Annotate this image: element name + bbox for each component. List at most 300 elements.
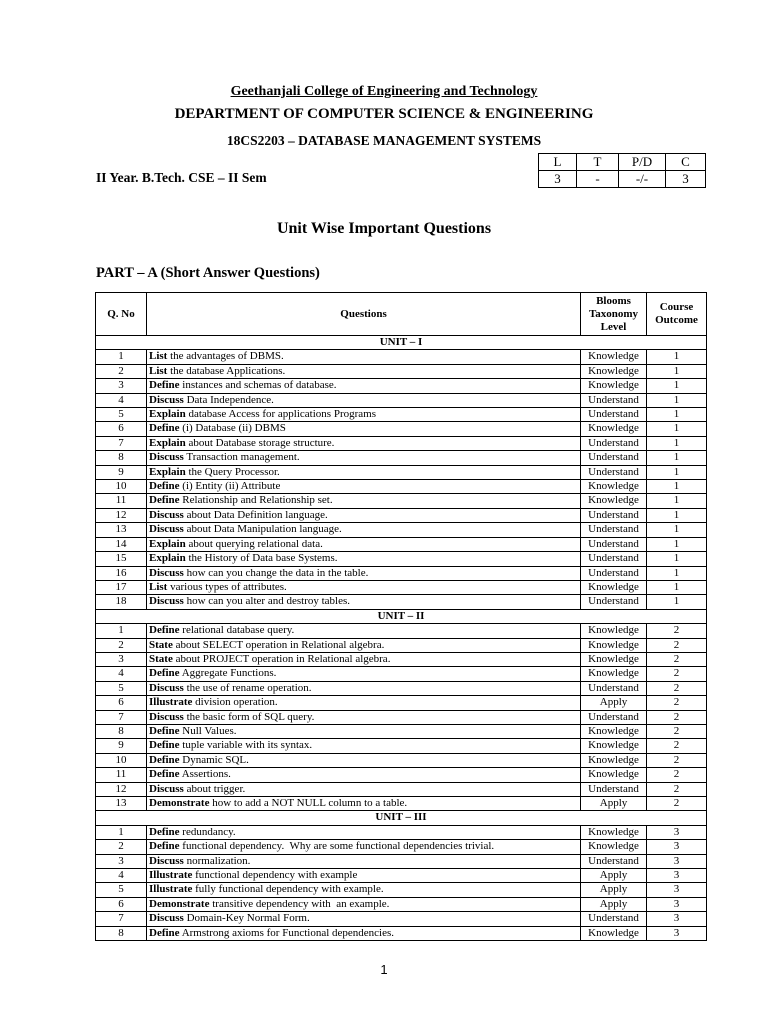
course-outcome: 1	[647, 552, 707, 566]
table-row	[96, 696, 707, 710]
course-outcome: 1	[647, 595, 707, 609]
table-row	[96, 840, 707, 854]
blooms-level: Understand	[581, 408, 647, 422]
course-outcome: 2	[647, 667, 707, 681]
question-keyword: Define	[149, 624, 180, 637]
question-text	[147, 897, 581, 911]
question-rest: about querying relational data.	[185, 537, 323, 550]
course-outcome: 3	[647, 926, 707, 940]
question-text	[147, 408, 581, 422]
question-text	[147, 652, 581, 666]
table-row	[96, 494, 707, 508]
header-qno: Q. No	[96, 293, 147, 336]
question-number: 12	[96, 508, 147, 522]
question-text	[147, 638, 581, 652]
question-text	[147, 840, 581, 854]
blooms-level: Knowledge	[581, 926, 647, 940]
table-row	[96, 753, 707, 767]
ltpc-header-l: L	[539, 154, 577, 171]
question-text	[147, 480, 581, 494]
question-rest: Relationship and Relationship set.	[179, 494, 333, 507]
table-row	[96, 580, 707, 594]
table-row	[96, 797, 707, 811]
ltpc-header-t: T	[577, 154, 619, 171]
course-outcome: 2	[647, 753, 707, 767]
question-text	[147, 768, 581, 782]
question-rest: (i) Entity (ii) Attribute	[179, 480, 281, 493]
question-rest: Domain-Key Normal Form.	[183, 912, 310, 925]
blooms-level: Understand	[581, 566, 647, 580]
question-text	[147, 494, 581, 508]
blooms-level: Apply	[581, 897, 647, 911]
questions-body	[96, 336, 707, 941]
blooms-level: Understand	[581, 523, 647, 537]
question-rest: instances and schemas of database.	[179, 379, 337, 392]
course-outcome: 3	[647, 869, 707, 883]
blooms-level: Knowledge	[581, 624, 647, 638]
question-text	[147, 624, 581, 638]
course-outcome: 2	[647, 696, 707, 710]
header-questions: Questions	[147, 293, 581, 336]
question-number: 9	[96, 465, 147, 479]
question-number: 2	[96, 364, 147, 378]
blooms-level: Knowledge	[581, 422, 647, 436]
question-rest: about Data Manipulation language.	[183, 523, 342, 536]
blooms-level: Knowledge	[581, 825, 647, 839]
course-outcome: 3	[647, 912, 707, 926]
question-keyword: Explain	[149, 465, 186, 478]
question-text	[147, 710, 581, 724]
course-title: 18CS2203 – DATABASE MANAGEMENT SYSTEMS	[226, 133, 542, 148]
question-keyword: Discuss	[149, 782, 184, 795]
question-number: 6	[96, 696, 147, 710]
question-keyword: Define	[149, 768, 180, 781]
question-rest: various types of attributes.	[167, 580, 287, 593]
question-text	[147, 825, 581, 839]
course-outcome: 3	[647, 840, 707, 854]
course-outcome: 2	[647, 681, 707, 695]
question-rest: normalization.	[183, 854, 251, 867]
question-rest: transitive dependency with an example.	[209, 897, 390, 910]
blooms-level: Understand	[581, 710, 647, 724]
course-outcome: 1	[647, 580, 707, 594]
question-rest: Assertions.	[179, 768, 231, 781]
blooms-level: Apply	[581, 797, 647, 811]
blooms-level: Understand	[581, 552, 647, 566]
question-text	[147, 552, 581, 566]
course-outcome: 1	[647, 350, 707, 364]
question-rest: how to add a NOT NULL column to a table.	[209, 797, 408, 809]
blooms-level: Knowledge	[581, 494, 647, 508]
question-keyword: List	[149, 350, 168, 363]
blooms-level: Understand	[581, 595, 647, 609]
question-keyword: Discuss	[149, 523, 184, 536]
table-row	[96, 883, 707, 897]
question-number: 13	[96, 797, 147, 811]
page-number: 1	[380, 962, 388, 977]
table-row	[96, 379, 707, 393]
blooms-level: Knowledge	[581, 724, 647, 738]
course-outcome: 2	[647, 739, 707, 753]
question-rest: redundancy.	[179, 825, 236, 838]
question-keyword: Define	[149, 753, 180, 766]
question-rest: functional dependency with example	[192, 869, 358, 882]
question-keyword: Define	[149, 667, 180, 680]
question-keyword: Discuss	[149, 854, 184, 867]
question-keyword: Discuss	[149, 710, 184, 723]
question-keyword: Explain	[149, 408, 186, 421]
question-text	[147, 523, 581, 537]
ltpc-header-row	[539, 154, 706, 171]
question-keyword: Discuss	[149, 912, 184, 925]
table-row	[96, 566, 707, 580]
blooms-level: Knowledge	[581, 652, 647, 666]
course-outcome: 1	[647, 537, 707, 551]
question-text	[147, 422, 581, 436]
question-number: 5	[96, 883, 147, 897]
unit-row	[96, 811, 707, 825]
question-number: 3	[96, 652, 147, 666]
question-keyword: Discuss	[149, 508, 184, 521]
question-text	[147, 739, 581, 753]
blooms-level: Knowledge	[581, 667, 647, 681]
question-text	[147, 869, 581, 883]
question-keyword: Demonstrate	[149, 797, 210, 809]
question-rest: Null Values.	[179, 724, 237, 737]
course-outcome: 1	[647, 508, 707, 522]
blooms-level: Understand	[581, 854, 647, 868]
question-keyword: Define	[149, 494, 180, 507]
unit-row	[96, 609, 707, 623]
blooms-level: Knowledge	[581, 350, 647, 364]
question-number: 3	[96, 854, 147, 868]
question-number: 7	[96, 436, 147, 450]
question-number: 15	[96, 552, 147, 566]
question-rest: Dynamic SQL.	[179, 753, 249, 766]
course-outcome: 1	[647, 465, 707, 479]
question-number: 4	[96, 869, 147, 883]
question-text	[147, 364, 581, 378]
question-keyword: List	[149, 580, 168, 593]
question-text	[147, 782, 581, 796]
table-row	[96, 869, 707, 883]
course-outcome: 2	[647, 638, 707, 652]
question-rest: Aggregate Functions.	[179, 667, 277, 680]
header-outcome: Course Outcome	[647, 293, 707, 336]
question-rest: (i) Database (ii) DBMS	[179, 422, 286, 435]
question-rest: the advantages of DBMS.	[167, 350, 284, 363]
question-number: 6	[96, 422, 147, 436]
question-rest: how can you alter and destroy tables.	[183, 595, 351, 608]
question-rest: how can you change the data in the table.	[183, 566, 369, 579]
question-keyword: Explain	[149, 537, 186, 550]
part-title: PART – A (Short Answer Questions)	[96, 265, 320, 281]
blooms-level: Understand	[581, 681, 647, 695]
blooms-level: Knowledge	[581, 364, 647, 378]
blooms-level: Knowledge	[581, 379, 647, 393]
ltpc-value-t: -	[577, 171, 619, 188]
question-keyword: Discuss	[149, 451, 184, 464]
ltpc-value-pd: -/-	[619, 171, 666, 188]
course-outcome: 2	[647, 768, 707, 782]
college-name: Geethanjali College of Engineering and Technology	[230, 84, 538, 99]
question-rest: the History of Data base Systems.	[185, 552, 338, 565]
question-rest: database Access for applications Programs	[185, 408, 376, 421]
question-text	[147, 595, 581, 609]
question-rest: about Database storage structure.	[185, 436, 335, 449]
question-number: 5	[96, 681, 147, 695]
question-text	[147, 350, 581, 364]
question-number: 2	[96, 638, 147, 652]
table-row	[96, 897, 707, 911]
question-rest: tuple variable with its syntax.	[179, 739, 313, 752]
question-number: 8	[96, 724, 147, 738]
blooms-level: Apply	[581, 696, 647, 710]
question-keyword: Define	[149, 480, 180, 493]
header-blooms: Blooms Taxonomy Level	[581, 293, 647, 336]
table-row	[96, 523, 707, 537]
question-number: 17	[96, 580, 147, 594]
question-keyword: Discuss	[149, 566, 184, 579]
table-row	[96, 912, 707, 926]
table-row	[96, 393, 707, 407]
table-row	[96, 652, 707, 666]
table-row	[96, 710, 707, 724]
course-outcome: 1	[647, 364, 707, 378]
question-keyword: Illustrate	[149, 883, 193, 896]
table-row	[96, 436, 707, 450]
question-rest: Transaction management.	[183, 451, 300, 464]
question-number: 3	[96, 379, 147, 393]
question-keyword: Define	[149, 739, 180, 752]
department-name: DEPARTMENT OF COMPUTER SCIENCE & ENGINEERING	[174, 106, 594, 122]
table-row	[96, 724, 707, 738]
table-row	[96, 508, 707, 522]
table-row	[96, 854, 707, 868]
question-text	[147, 465, 581, 479]
ltpc-value-l: 3	[539, 171, 577, 188]
question-keyword: Illustrate	[149, 869, 193, 882]
table-header-row	[96, 293, 707, 336]
question-text	[147, 912, 581, 926]
question-rest: about SELECT operation in Relational algebra.	[172, 638, 385, 651]
question-number: 1	[96, 624, 147, 638]
question-rest: fully functional dependency with example.	[192, 883, 384, 896]
table-row	[96, 667, 707, 681]
question-text	[147, 753, 581, 767]
table-row	[96, 364, 707, 378]
question-number: 12	[96, 782, 147, 796]
blooms-level: Apply	[581, 869, 647, 883]
question-number: 13	[96, 523, 147, 537]
question-keyword: List	[149, 364, 168, 377]
table-row	[96, 408, 707, 422]
question-rest: about PROJECT operation in Relational algebra.	[172, 652, 391, 665]
question-text	[147, 436, 581, 450]
question-rest: the Query Processor.	[185, 465, 280, 478]
blooms-level: Knowledge	[581, 768, 647, 782]
course-outcome: 1	[647, 480, 707, 494]
question-keyword: State	[149, 638, 173, 651]
question-number: 11	[96, 768, 147, 782]
table-row	[96, 422, 707, 436]
question-text	[147, 926, 581, 940]
table-row	[96, 552, 707, 566]
question-rest: the use of rename operation.	[183, 681, 312, 694]
question-number: 6	[96, 897, 147, 911]
blooms-level: Understand	[581, 508, 647, 522]
question-rest: Data Independence.	[183, 393, 274, 406]
blooms-level: Understand	[581, 436, 647, 450]
course-outcome: 1	[647, 451, 707, 465]
question-text	[147, 883, 581, 897]
unit-label: UNIT – II	[96, 609, 707, 623]
question-text	[147, 393, 581, 407]
blooms-level: Understand	[581, 782, 647, 796]
course-outcome: 1	[647, 422, 707, 436]
question-keyword: State	[149, 652, 173, 665]
table-row	[96, 350, 707, 364]
course-outcome: 1	[647, 393, 707, 407]
blooms-level: Knowledge	[581, 739, 647, 753]
course-outcome: 1	[647, 494, 707, 508]
question-number: 7	[96, 912, 147, 926]
course-outcome: 1	[647, 379, 707, 393]
questions-table	[95, 292, 707, 941]
question-number: 1	[96, 825, 147, 839]
blooms-level: Understand	[581, 537, 647, 551]
table-row	[96, 638, 707, 652]
course-outcome: 1	[647, 566, 707, 580]
course-outcome: 1	[647, 436, 707, 450]
course-outcome: 1	[647, 408, 707, 422]
table-row	[96, 782, 707, 796]
course-outcome: 3	[647, 883, 707, 897]
blooms-level: Understand	[581, 451, 647, 465]
question-number: 10	[96, 480, 147, 494]
question-keyword: Discuss	[149, 681, 184, 694]
table-row	[96, 825, 707, 839]
table-row	[96, 451, 707, 465]
question-text	[147, 580, 581, 594]
ltpc-header-c: C	[666, 154, 706, 171]
question-number: 1	[96, 350, 147, 364]
question-text	[147, 696, 581, 710]
table-row	[96, 768, 707, 782]
question-number: 16	[96, 566, 147, 580]
question-text	[147, 508, 581, 522]
table-row	[96, 624, 707, 638]
question-rest: Armstrong axioms for Functional dependencies.	[179, 926, 395, 939]
question-number: 2	[96, 840, 147, 854]
question-number: 4	[96, 667, 147, 681]
question-keyword: Discuss	[149, 595, 184, 608]
question-rest: the basic form of SQL query.	[183, 710, 315, 723]
blooms-level: Knowledge	[581, 638, 647, 652]
table-row	[96, 537, 707, 551]
question-rest: about Data Definition language.	[183, 508, 328, 521]
question-number: 18	[96, 595, 147, 609]
question-number: 9	[96, 739, 147, 753]
table-row	[96, 595, 707, 609]
question-number: 14	[96, 537, 147, 551]
question-keyword: Explain	[149, 552, 186, 565]
question-rest: functional dependency. Why are some functional dependencies trivial.	[179, 840, 495, 853]
question-rest: division operation.	[192, 696, 278, 709]
question-keyword: Define	[149, 422, 180, 435]
question-number: 5	[96, 408, 147, 422]
table-row	[96, 739, 707, 753]
course-outcome: 2	[647, 724, 707, 738]
question-keyword: Explain	[149, 436, 186, 449]
document-title: Unit Wise Important Questions	[276, 220, 492, 237]
year-semester: II Year. B.Tech. CSE – II Sem	[96, 170, 267, 185]
course-outcome: 2	[647, 797, 707, 811]
blooms-level: Knowledge	[581, 480, 647, 494]
blooms-level: Understand	[581, 393, 647, 407]
question-rest: relational database query.	[179, 624, 295, 637]
question-keyword: Demonstrate	[149, 897, 210, 910]
question-text	[147, 537, 581, 551]
question-keyword: Define	[149, 840, 180, 853]
blooms-level: Knowledge	[581, 840, 647, 854]
course-outcome: 1	[647, 523, 707, 537]
question-rest: about trigger.	[183, 782, 246, 795]
question-number: 8	[96, 451, 147, 465]
course-outcome: 3	[647, 897, 707, 911]
question-keyword: Define	[149, 379, 180, 392]
unit-label: UNIT – III	[96, 811, 707, 825]
ltpc-header-pd: P/D	[619, 154, 666, 171]
question-text	[147, 854, 581, 868]
question-text	[147, 566, 581, 580]
table-row	[96, 465, 707, 479]
question-text	[147, 667, 581, 681]
question-number: 11	[96, 494, 147, 508]
question-number: 4	[96, 393, 147, 407]
ltpc-table	[538, 153, 706, 188]
table-row	[96, 926, 707, 940]
course-outcome: 2	[647, 624, 707, 638]
ltpc-value-row	[539, 171, 706, 188]
question-text	[147, 681, 581, 695]
question-text	[147, 379, 581, 393]
question-text	[147, 451, 581, 465]
question-keyword: Define	[149, 825, 180, 838]
question-keyword: Discuss	[149, 393, 184, 406]
question-keyword: Define	[149, 926, 180, 939]
course-outcome: 2	[647, 710, 707, 724]
course-outcome: 3	[647, 825, 707, 839]
ltpc-value-c: 3	[666, 171, 706, 188]
blooms-level: Understand	[581, 912, 647, 926]
table-row	[96, 480, 707, 494]
course-outcome: 3	[647, 854, 707, 868]
blooms-level: Knowledge	[581, 580, 647, 594]
question-number: 7	[96, 710, 147, 724]
question-keyword: Define	[149, 724, 180, 737]
question-text	[147, 797, 581, 811]
question-keyword: Illustrate	[149, 696, 193, 709]
question-rest: the database Applications.	[167, 364, 286, 377]
blooms-level: Knowledge	[581, 753, 647, 767]
unit-row	[96, 336, 707, 350]
blooms-level: Understand	[581, 465, 647, 479]
question-number: 8	[96, 926, 147, 940]
course-outcome: 2	[647, 782, 707, 796]
table-row	[96, 681, 707, 695]
blooms-level: Apply	[581, 883, 647, 897]
